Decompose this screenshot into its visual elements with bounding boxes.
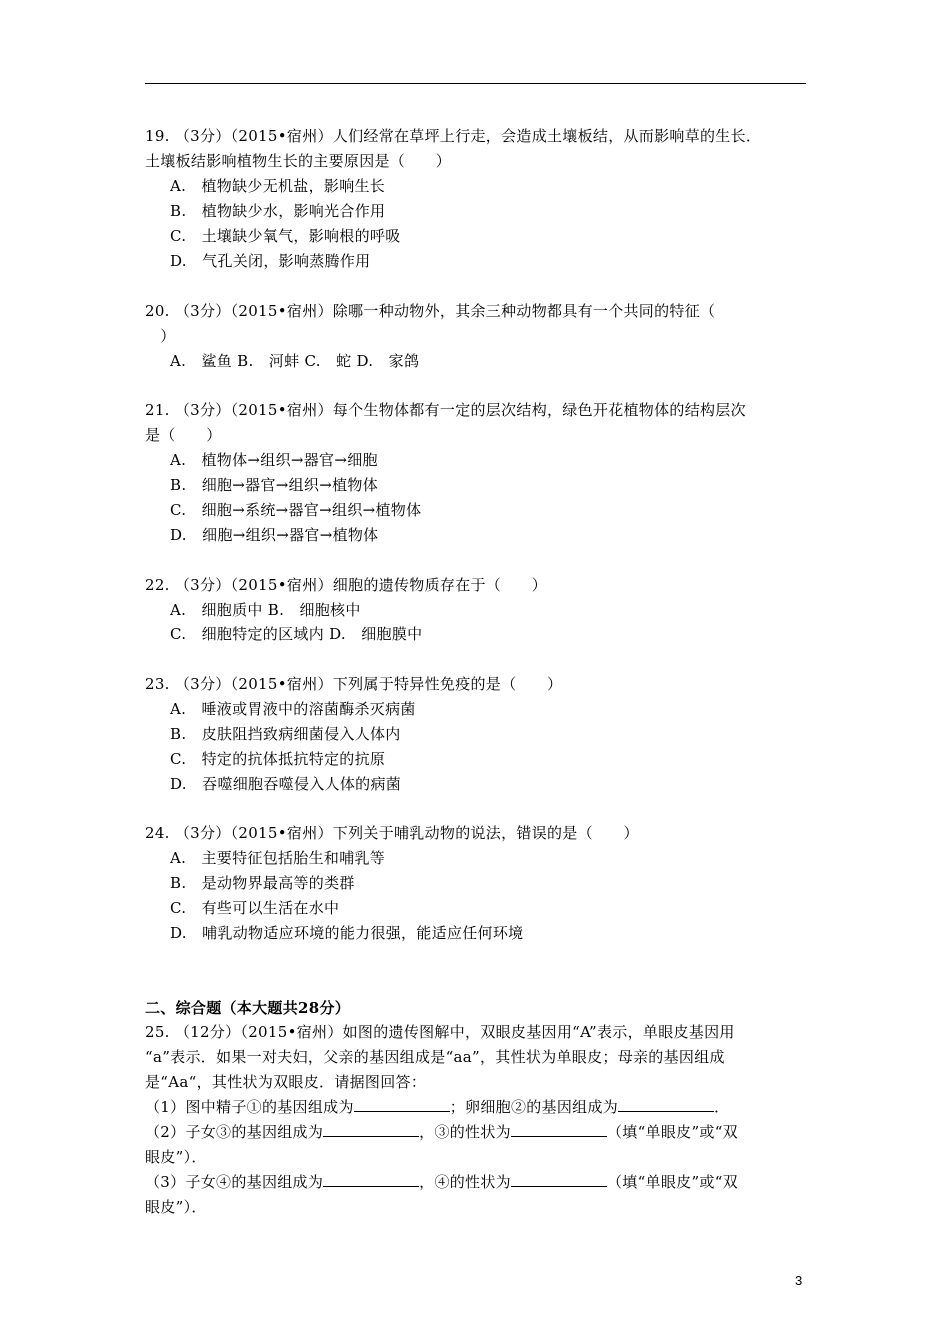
q24-option-d: D. 哺乳动物适应环境的能力很强，能适应任何环境 [170, 924, 524, 942]
q19-option-c: C. 土壤缺少氧气，影响根的呼吸 [170, 227, 401, 245]
q25-part1-text-c: ． [714, 1098, 730, 1116]
page-number: 3 [795, 1273, 803, 1288]
q22-stem: 22. （3分）（2015•宿州）细胞的遗传物质存在于（ ） [145, 576, 547, 594]
q23-option-d: D. 吞噬细胞吞噬侵入人体的病菌 [170, 775, 402, 793]
q19-stem-line1: 19. （3分）（2015•宿州）人们经常在草坪上行走，会造成土壤板结，从而影响草的生长． [145, 127, 762, 145]
q23-option-a: A. 唾液或胃液中的溶菌酶杀灭病菌 [170, 700, 416, 718]
q24-option-a: A. 主要特征包括胎生和哺乳等 [170, 849, 386, 867]
q22-options-line1: A. 细胞质中 B. 细胞核中 [170, 601, 361, 619]
q21-option-b: B. 细胞→器官→组织→植物体 [170, 476, 378, 494]
q24-option-b: B. 是动物界最高等的类群 [170, 874, 355, 892]
q21-option-a: A. 植物体→组织→器官→细胞 [170, 451, 378, 469]
q25-part2-text-b: ，③的性状为 [419, 1123, 511, 1141]
q21-option-d: D. 细胞→组织→器官→植物体 [170, 526, 379, 544]
q19-option-b: B. 植物缺少水，影响光合作用 [170, 202, 386, 220]
q19-option-d: D. 气孔关闭，影响蒸腾作用 [170, 252, 371, 270]
q25-part2 [145, 1122, 738, 1142]
section-heading: 二、综合题（本大题共28分） [145, 999, 351, 1017]
q25-part2-line2: 眼皮”）． [145, 1148, 207, 1166]
q24-option-c: C. 有些可以生活在水中 [170, 899, 340, 917]
q25-part1 [145, 1097, 729, 1117]
q20-options: A. 鲨鱼 B. 河蚌 C. 蛇 D. 家鸽 [170, 352, 420, 370]
q23-stem: 23. （3分）（2015•宿州）下列属于特异性免疫的是（ ） [145, 675, 563, 693]
q25-stem-line1: 25. （12分）（2015•宿州）如图的遗传图解中，双眼皮基因用“A”表示，单眼皮基因用 [145, 1023, 735, 1041]
header-rule [145, 83, 806, 84]
q25-part3 [145, 1172, 738, 1192]
q21-stem-line2: 是（ ） [145, 426, 222, 444]
q25-stem-line3: 是“Aa“，其性状为双眼皮．请据图回答： [145, 1073, 427, 1091]
q25-part3-text-a: （3）子女④的基因组成为 [145, 1173, 324, 1191]
q25-part3-text-c: （填“单眼皮”或“双 [606, 1173, 738, 1191]
q22-options-line2: C. 细胞特定的区域内 D. 细胞膜中 [170, 625, 423, 643]
q25-stem-line2: “a”表示．如果一对夫妇，父亲的基因组成是“aa”，其性状为单眼皮；母亲的基因组成 [145, 1048, 725, 1066]
q21-option-c: C. 细胞→系统→器官→组织→植物体 [170, 501, 422, 519]
q25-part1-text-b: ；卵细胞②的基因组成为 [449, 1098, 619, 1116]
q23-option-b: B. 皮肤阻挡致病细菌侵入人体内 [170, 725, 401, 743]
q25-egg-genotype-blank[interactable] [618, 1097, 714, 1112]
q25-child3-trait-blank[interactable] [511, 1122, 607, 1137]
q19-option-a: A. 植物缺少无机盐，影响生长 [170, 177, 386, 195]
q19-stem-line2: 土壤板结影响植物生长的主要原因是（ ） [145, 152, 452, 170]
q23-option-c: C. 特定的抗体抵抗特定的抗原 [170, 750, 386, 768]
q25-part1-text-a: （1）图中精子①的基因组成为 [145, 1098, 354, 1116]
q25-child4-genotype-blank[interactable] [323, 1172, 419, 1187]
q20-stem-line2: ） [145, 327, 176, 345]
q25-sperm-genotype-blank[interactable] [354, 1097, 450, 1112]
q20-stem-line1: 20. （3分）（2015•宿州）除哪一种动物外，其余三种动物都具有一个共同的特征（ [145, 302, 716, 320]
q25-part3-text-b: ，④的性状为 [419, 1173, 511, 1191]
q25-child3-genotype-blank[interactable] [323, 1122, 419, 1137]
q24-stem: 24. （3分）（2015•宿州）下列关于哺乳动物的说法，错误的是（ ） [145, 824, 639, 842]
q25-part3-line2: 眼皮”）． [145, 1198, 207, 1216]
q25-part2-text-c: （填“单眼皮”或“双 [606, 1123, 738, 1141]
q21-stem-line1: 21. （3分）（2015•宿州）每个生物体都有一定的层次结构，绿色开花植物体的结构层次 [145, 401, 746, 419]
q25-part2-text-a: （2）子女③的基因组成为 [145, 1123, 324, 1141]
q25-child4-trait-blank[interactable] [511, 1172, 607, 1187]
